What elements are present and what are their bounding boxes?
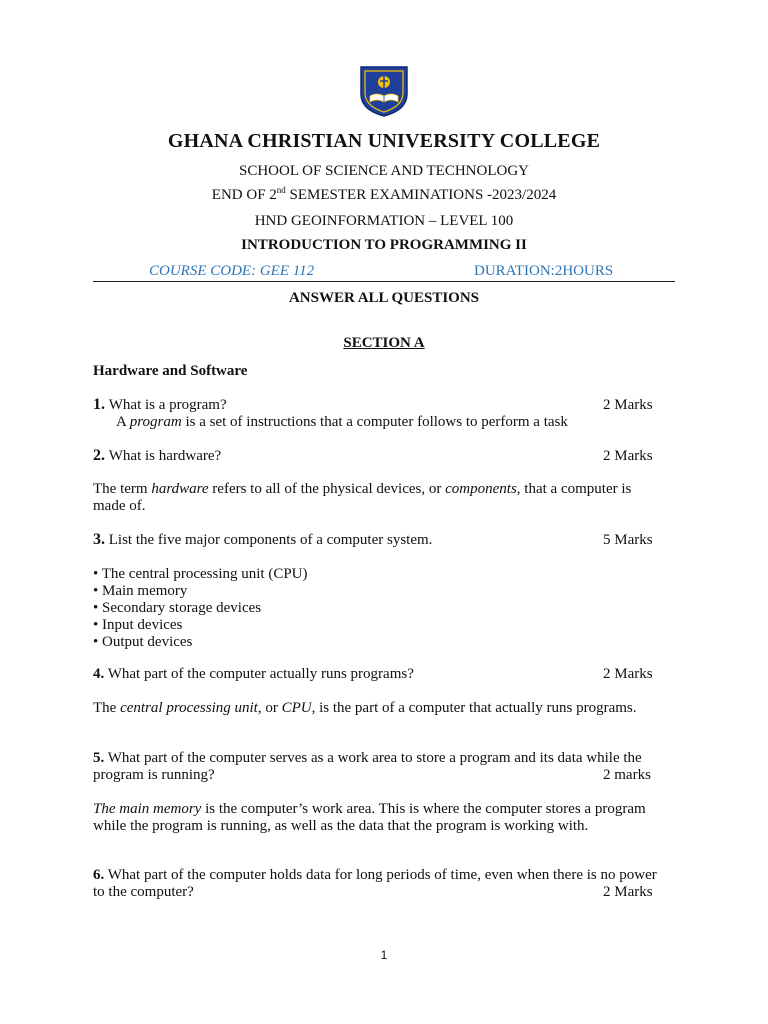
question-6: 6. What part of the computer holds data for long periods of time, even when there is no power to the computer? [93, 867, 657, 900]
question-5-marks: 2 marks [603, 767, 651, 783]
programme-level: HND GEOINFORMATION – LEVEL 100 [254, 213, 514, 229]
course-code: COURSE CODE: GEE 112 [149, 263, 315, 279]
section-title: SECTION A [343, 335, 425, 351]
question-3: 3. List the five major components of a computer system. [93, 531, 433, 548]
question-4-marks: 2 Marks [603, 666, 653, 682]
question-6-marks: 2 Marks [603, 884, 653, 900]
university-crest-icon [357, 64, 411, 118]
question-2: 2. What is hardware? [93, 447, 222, 464]
answer-1: A program is a set of instructions that a computer follows to perform a task [116, 414, 568, 430]
question-3-marks: 5 Marks [603, 532, 653, 548]
list-item: • Output devices [93, 634, 193, 650]
list-item: • Secondary storage devices [93, 600, 262, 616]
question-5: 5. What part of the computer serves as a work area to store a program and its data while the program is running? [93, 750, 642, 783]
instruction: ANSWER ALL QUESTIONS [288, 290, 480, 306]
answer-5: The main memory is the computer’s work area. This is where the computer stores a program while the program is running, as well as the data that the program is working with. [93, 801, 646, 834]
duration: DURATION:2HOURS [474, 263, 614, 279]
question-2-marks: 2 Marks [603, 448, 653, 464]
answer-4: The central processing unit, or CPU, is the part of a computer that actually runs programs. [93, 700, 637, 716]
course-title: INTRODUCTION TO PROGRAMMING II [241, 237, 527, 253]
list-item: • The central processing unit (CPU) [93, 566, 308, 582]
answer-2: The term hardware refers to all of the physical devices, or components, that a computer is made of. [93, 481, 632, 514]
list-item: • Input devices [93, 617, 183, 633]
question-1: 1. What is a program? [93, 396, 227, 413]
subsection-title: Hardware and Software [93, 363, 248, 379]
question-4: 4. What part of the computer actually runs programs? [93, 666, 414, 682]
header-divider [93, 281, 675, 282]
page-number: 1 [380, 948, 388, 962]
university-name: GHANA CHRISTIAN UNIVERSITY COLLEGE [167, 130, 601, 152]
list-item: • Main memory [93, 583, 188, 599]
school-name: SCHOOL OF SCIENCE AND TECHNOLOGY [238, 163, 530, 179]
answer-3-list [93, 566, 308, 651]
question-1-marks: 2 Marks [603, 397, 653, 413]
exam-title: END OF 2nd SEMESTER EXAMINATIONS -2023/2024 [211, 185, 557, 203]
